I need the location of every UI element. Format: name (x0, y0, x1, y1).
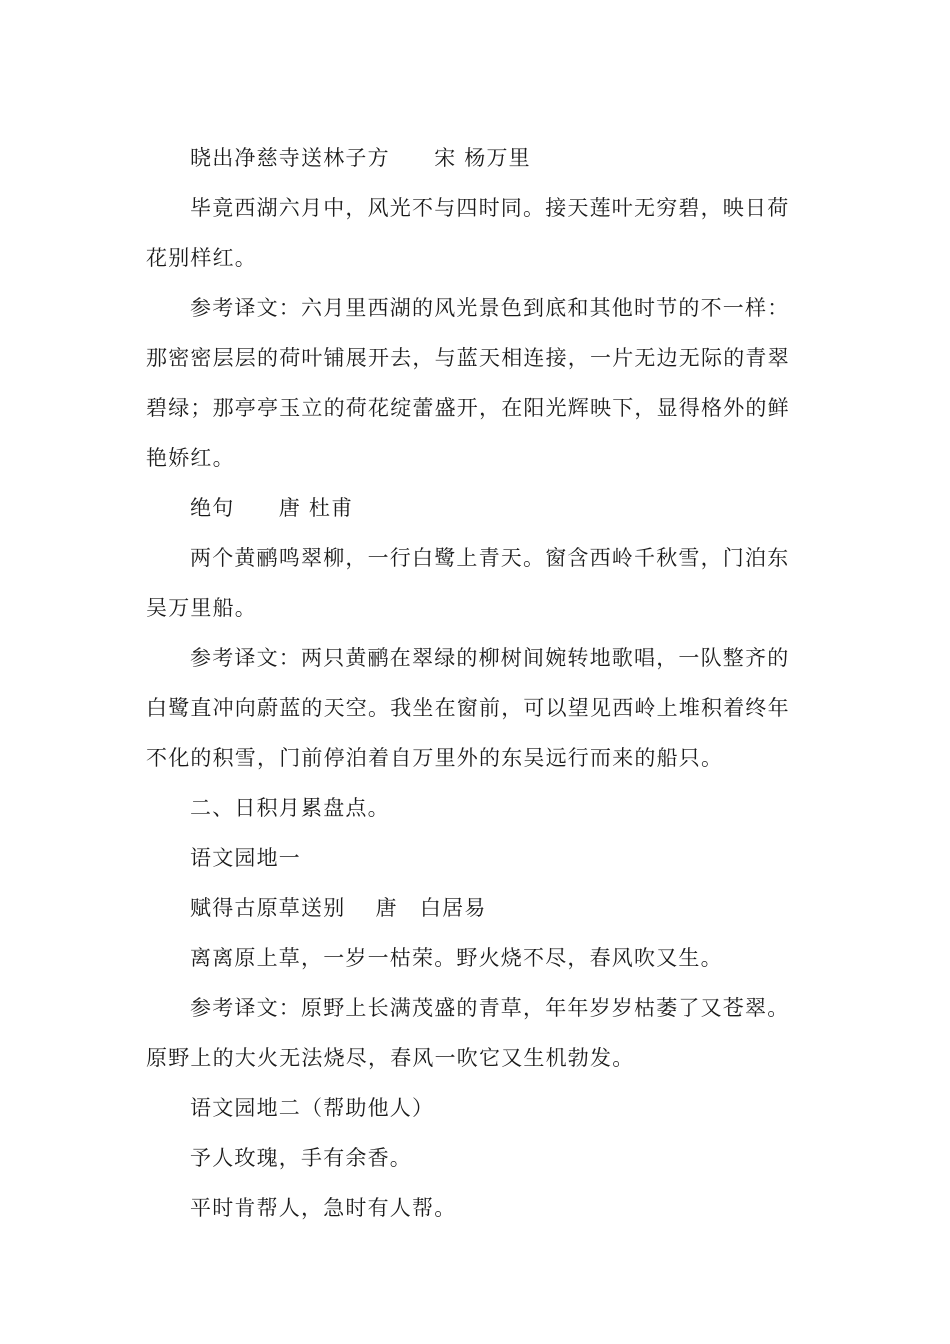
translation-jueju: 参考译文：两只黄鹂在翠绿的柳树间婉转地歌唱，一队整齐的白鹭直冲向蔚蓝的天空。我坐在窗前，可以望见西岭上堆积着终年不化的积雪，门前停泊着自万里外的东吴远行而来的船只。 (146, 646, 790, 770)
subsection-heading-2: 语文园地二（帮助他人） (190, 1096, 435, 1120)
poem-text-fude: 离离原上草，一岁一枯荣。野火烧不尽，春风吹又生。 (190, 946, 723, 970)
translation-fude: 参考译文：原野上长满茂盛的青草，年年岁岁枯萎了又苍翠。原野上的大火无法烧尽，春风一吹它又生机勃发。 (146, 996, 790, 1070)
document-body (146, 133, 811, 1233)
poem-title-fude: 赋得古原草送别 唐 白居易 (190, 896, 487, 920)
poem-title-jueju: 绝句 唐 杜甫 (190, 496, 354, 520)
subsection-heading-1: 语文园地一 (190, 846, 301, 870)
section-heading: 二、日积月累盘点。 (190, 796, 390, 820)
poem-text-jueju: 两个黄鹂鸣翠柳，一行白鹭上青天。窗含西岭千秋雪，门泊东吴万里船。 (146, 546, 790, 620)
proverb-1: 予人玫瑰，手有余香。 (190, 1146, 412, 1170)
translation-xiaochu: 参考译文：六月里西湖的风光景色到底和其他时节的不一样：那密密层层的荷叶铺展开去，与蓝天相连接，一片无边无际的青翠碧绿；那亭亭玉立的荷花绽蕾盛开，在阳光辉映下，显得格外的鲜艳娇红。 (146, 296, 790, 470)
proverb-2: 平时肯帮人，急时有人帮。 (190, 1196, 457, 1220)
poem-title-xiaochu: 晓出净慈寺送林子方 宋 杨万里 (190, 146, 531, 170)
poem-text-xiaochu: 毕竟西湖六月中，风光不与四时同。接天莲叶无穷碧，映日荷花别样红。 (146, 196, 790, 270)
